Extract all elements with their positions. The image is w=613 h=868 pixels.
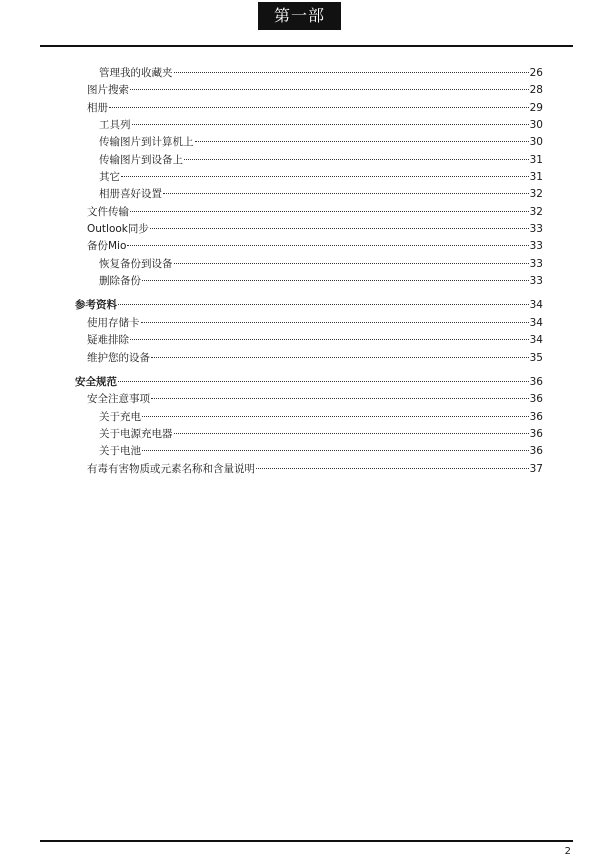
toc-page-number: 36	[529, 410, 543, 423]
toc-entry-title: 相册喜好设置	[99, 188, 162, 201]
toc-entry[interactable]	[0, 297, 543, 314]
toc-entry[interactable]	[0, 238, 543, 255]
toc-entry[interactable]	[0, 100, 543, 117]
toc-dot-leader	[184, 159, 529, 160]
toc-entry-title: 传输图片到计算机上	[99, 136, 194, 149]
toc-dot-leader	[118, 381, 529, 382]
toc-entry[interactable]	[0, 256, 543, 273]
toc-entry-title: 备份Mio	[87, 240, 127, 253]
toc-page-number: 34	[529, 299, 543, 312]
toc-entry-title: 其它	[99, 171, 120, 184]
toc-dot-leader	[132, 124, 529, 125]
toc-dot-leader	[109, 107, 529, 108]
toc-entry-title: 使用存储卡	[87, 316, 140, 329]
toc-page-number: 37	[529, 462, 543, 475]
toc-entry-title: 图片搜索	[87, 84, 129, 97]
footer-rule	[40, 840, 573, 842]
toc-entry[interactable]	[0, 374, 543, 391]
header-rule	[40, 45, 573, 47]
toc-entry-title: Outlook同步	[87, 223, 149, 236]
toc-entry[interactable]	[0, 409, 543, 426]
toc-entry-title: 维护您的设备	[87, 351, 150, 364]
toc-page-number: 31	[529, 171, 543, 184]
toc-page-number: 31	[529, 153, 543, 166]
toc-page-number: 34	[529, 316, 543, 329]
toc-dot-leader	[142, 280, 529, 281]
toc-entry[interactable]	[0, 426, 543, 443]
toc-entry-title: 关于充电	[99, 410, 141, 423]
toc-page-number: 33	[529, 257, 543, 270]
toc-entry-title: 安全注意事项	[87, 393, 150, 406]
toc-entry[interactable]	[0, 186, 543, 203]
toc-entry[interactable]	[0, 204, 543, 221]
toc-entry[interactable]	[0, 461, 543, 478]
toc-page-number: 35	[529, 351, 543, 364]
toc-entry-title: 有毒有害物质或元素名称和含量说明	[87, 462, 255, 475]
toc-entry[interactable]	[0, 82, 543, 99]
toc-entry-title: 参考资料	[75, 299, 117, 312]
toc-dot-leader	[151, 398, 529, 399]
toc-entry[interactable]	[0, 315, 543, 332]
toc-page-number: 36	[529, 445, 543, 458]
toc-entry-title: 文件传输	[87, 205, 129, 218]
toc-entry-title: 恢复备份到设备	[99, 257, 173, 270]
toc-dot-leader	[174, 263, 529, 264]
toc-entry[interactable]	[0, 391, 543, 408]
toc-dot-leader	[130, 339, 529, 340]
toc-dot-leader	[118, 304, 529, 305]
toc-entry[interactable]	[0, 221, 543, 238]
toc-entry[interactable]	[0, 332, 543, 349]
toc-dot-leader	[195, 141, 529, 142]
toc-entry[interactable]	[0, 273, 543, 290]
toc-page-number: 36	[529, 375, 543, 388]
toc-page-number: 33	[529, 223, 543, 236]
toc-dot-leader	[141, 322, 529, 323]
toc-dot-leader	[163, 193, 529, 194]
toc-page-number: 34	[529, 334, 543, 347]
toc-page-number: 26	[529, 67, 543, 79]
toc-page-number: 29	[529, 101, 543, 114]
toc-dot-leader	[174, 72, 529, 73]
section-tab: 第一部	[258, 2, 341, 30]
toc-page-number: 36	[529, 393, 543, 406]
toc-dot-leader	[256, 468, 529, 469]
table-of-contents	[0, 65, 613, 478]
toc-entry-title: 疑难排除	[87, 334, 129, 347]
toc-dot-leader	[142, 416, 529, 417]
toc-entry-title: 关于电源充电器	[99, 427, 173, 440]
toc-entry-title: 安全规范	[75, 375, 117, 388]
toc-entry[interactable]	[0, 134, 543, 151]
toc-dot-leader	[121, 176, 529, 177]
toc-dot-leader	[130, 211, 529, 212]
toc-entry-title: 删除备份	[99, 275, 141, 288]
toc-dot-leader	[142, 450, 529, 451]
toc-page-number: 32	[529, 188, 543, 201]
page-number: 2	[564, 846, 571, 857]
toc-dot-leader	[174, 433, 529, 434]
toc-page-number: 30	[529, 136, 543, 149]
toc-entry[interactable]	[0, 443, 543, 460]
toc-entry-title: 关于电池	[99, 445, 141, 458]
toc-entry-title: 工具列	[99, 119, 131, 132]
toc-page-number: 30	[529, 119, 543, 132]
toc-page-number: 32	[529, 205, 543, 218]
toc-entry[interactable]	[0, 169, 543, 186]
toc-entry[interactable]	[0, 65, 543, 82]
toc-entry-title: 管理我的收藏夹	[99, 67, 173, 79]
toc-dot-leader	[151, 357, 529, 358]
toc-entry[interactable]	[0, 152, 543, 169]
toc-entry-title: 相册	[87, 101, 108, 114]
toc-entry[interactable]	[0, 117, 543, 134]
toc-page-number: 33	[529, 275, 543, 288]
toc-page-number: 33	[529, 240, 543, 253]
toc-dot-leader	[130, 89, 529, 90]
toc-dot-leader	[150, 228, 529, 229]
toc-page-number: 28	[529, 84, 543, 97]
toc-entry-title: 传输图片到设备上	[99, 153, 183, 166]
toc-page-number: 36	[529, 427, 543, 440]
toc-dot-leader	[127, 245, 528, 246]
toc-entry[interactable]	[0, 350, 543, 367]
